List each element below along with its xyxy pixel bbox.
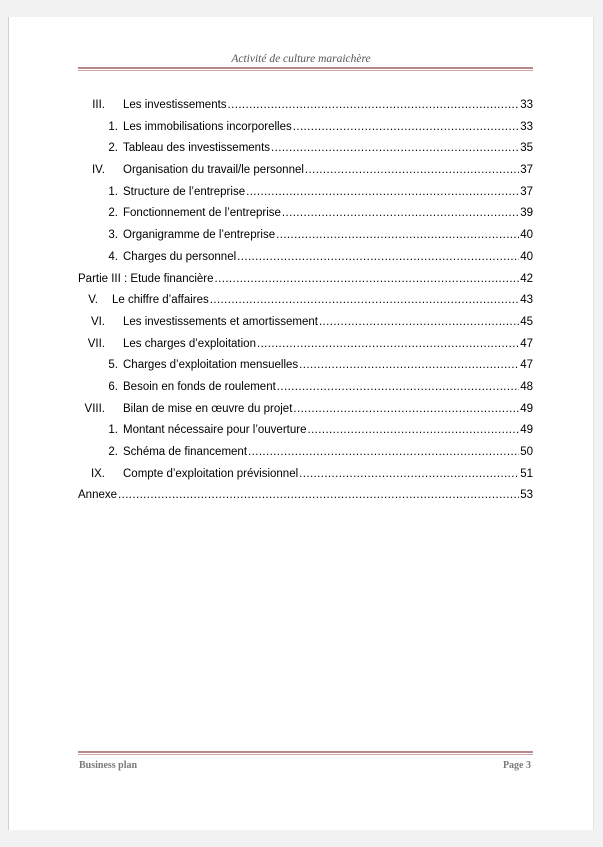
toc-entry-title: Les investissements et amortissement bbox=[123, 315, 318, 328]
toc-entry-page: 48 bbox=[520, 380, 533, 393]
toc-dot-leader bbox=[257, 336, 519, 352]
toc-entry-page: 47 bbox=[520, 337, 533, 350]
toc-entry-title: Partie III : Etude financière bbox=[78, 272, 214, 285]
toc-entry-number: 3. bbox=[108, 229, 118, 242]
toc-dot-leader bbox=[282, 205, 519, 221]
toc-entry-number: 2. bbox=[108, 207, 118, 220]
toc-dot-leader bbox=[210, 292, 519, 308]
toc-dot-leader bbox=[293, 401, 519, 417]
toc-entry[interactable] bbox=[78, 379, 533, 401]
toc-entry[interactable] bbox=[78, 466, 533, 488]
toc-entry-page: 35 bbox=[520, 142, 533, 155]
toc-dot-leader bbox=[215, 271, 520, 287]
toc-entry-number: 4. bbox=[108, 250, 118, 263]
toc-entry-title: Les charges d’exploitation bbox=[123, 337, 256, 350]
toc-entry-page: 39 bbox=[520, 207, 533, 220]
toc-entry-title: Charges du personnel bbox=[123, 250, 237, 263]
toc-entry[interactable] bbox=[78, 227, 533, 249]
toc-entry-number: 1. bbox=[108, 424, 118, 437]
toc-entry-number: 2. bbox=[108, 142, 118, 155]
toc-entry-title: Besoin en fonds de roulement bbox=[123, 380, 276, 393]
toc-entry-page: 43 bbox=[520, 294, 533, 307]
toc-entry[interactable] bbox=[78, 249, 533, 271]
toc-entry[interactable] bbox=[78, 422, 533, 444]
toc-entry-title: Compte d’exploitation prévisionnel bbox=[123, 467, 299, 480]
toc-entry-page: 47 bbox=[520, 359, 533, 372]
toc-entry-number: VII. bbox=[87, 337, 105, 350]
toc-entry-page: 40 bbox=[520, 229, 533, 242]
toc-entry[interactable] bbox=[78, 336, 533, 358]
toc-entry-page: 40 bbox=[520, 250, 533, 263]
toc-entry[interactable] bbox=[78, 97, 533, 119]
toc-entry[interactable] bbox=[78, 140, 533, 162]
toc-entry-number: 6. bbox=[108, 380, 118, 393]
toc-entry-page: 37 bbox=[520, 164, 533, 177]
toc-entry-number: III. bbox=[92, 99, 105, 111]
toc-dot-leader bbox=[276, 227, 519, 243]
toc-entry-page: 33 bbox=[520, 120, 533, 133]
toc-dot-leader bbox=[237, 249, 519, 265]
toc-entry[interactable] bbox=[78, 205, 533, 227]
footer-rule bbox=[78, 751, 533, 755]
toc-entry-page: 49 bbox=[520, 402, 533, 415]
toc-entry[interactable] bbox=[78, 119, 533, 141]
footer-page-number: Page 3 bbox=[502, 760, 531, 771]
toc-entry-page: 37 bbox=[520, 185, 533, 198]
toc-entry-title: Tableau des investissements bbox=[123, 142, 271, 155]
toc-entry[interactable] bbox=[78, 162, 533, 184]
toc-entry-title: Les immobilisations incorporelles bbox=[123, 120, 292, 133]
toc-entry-number: 1. bbox=[108, 120, 118, 133]
toc-entry-number: IV. bbox=[91, 164, 105, 177]
document-page bbox=[8, 17, 594, 830]
toc-entry-number: IX. bbox=[90, 467, 105, 480]
toc-dot-leader bbox=[248, 444, 519, 460]
toc-dot-leader bbox=[305, 162, 519, 178]
toc-entry-page: 53 bbox=[520, 489, 533, 502]
toc-entry-number: V. bbox=[88, 294, 98, 307]
toc-entry-page: 49 bbox=[520, 424, 533, 437]
toc-entry-title: Bilan de mise en œuvre du projet bbox=[123, 402, 293, 415]
toc-entry-title: Charges d’exploitation mensuelles bbox=[123, 359, 299, 372]
toc-dot-leader bbox=[307, 422, 519, 438]
toc-entry[interactable] bbox=[78, 314, 533, 336]
toc-entry[interactable] bbox=[78, 357, 533, 379]
toc-entry-title: Organigramme de l’entreprise bbox=[123, 229, 276, 242]
header-rule bbox=[78, 67, 533, 71]
toc-entry[interactable] bbox=[78, 271, 533, 293]
toc-entry-title: Structure de l’entreprise bbox=[123, 185, 246, 198]
toc-dot-leader bbox=[293, 119, 519, 135]
toc-dot-leader bbox=[118, 487, 519, 503]
toc-entry-number: VIII. bbox=[84, 402, 105, 415]
toc-dot-leader bbox=[277, 379, 519, 395]
toc-dot-leader bbox=[246, 184, 519, 200]
toc-entry[interactable] bbox=[78, 444, 533, 466]
toc-entry-number: 5. bbox=[108, 359, 118, 372]
toc-entry-title: Fonctionnement de l’entreprise bbox=[123, 207, 281, 220]
toc-entry-page: 51 bbox=[520, 467, 533, 480]
toc-entry[interactable] bbox=[78, 487, 533, 509]
toc-dot-leader bbox=[228, 97, 520, 113]
toc-entry-title: Schéma de financement bbox=[123, 446, 248, 458]
toc-entry-number: 2. bbox=[108, 446, 118, 458]
toc-entry-page: 50 bbox=[520, 446, 533, 458]
table-of-contents bbox=[78, 97, 533, 509]
toc-entry-page: 33 bbox=[520, 99, 533, 111]
toc-entry[interactable] bbox=[78, 292, 533, 314]
footer-document-name: Business plan bbox=[79, 760, 138, 771]
toc-dot-leader bbox=[299, 466, 519, 482]
toc-entry-title: Montant nécessaire pour l’ouverture bbox=[123, 424, 307, 437]
toc-entry-number: VI. bbox=[90, 315, 105, 328]
toc-dot-leader bbox=[299, 357, 519, 373]
toc-dot-leader bbox=[271, 140, 519, 156]
toc-entry-title: Le chiffre d’affaires bbox=[112, 294, 209, 307]
toc-entry[interactable] bbox=[78, 401, 533, 423]
toc-entry[interactable] bbox=[78, 184, 533, 206]
toc-entry-title: Organisation du travail/le personnel bbox=[123, 164, 304, 177]
toc-entry-page: 42 bbox=[520, 272, 533, 285]
toc-entry-number: 1. bbox=[108, 185, 118, 198]
toc-entry-page: 45 bbox=[520, 315, 533, 328]
toc-dot-leader bbox=[319, 314, 519, 330]
toc-entry-title: Annexe bbox=[78, 489, 118, 502]
header-title: Activité de culture maraichère bbox=[231, 53, 371, 65]
toc-entry-title: Les investissements bbox=[123, 99, 227, 111]
